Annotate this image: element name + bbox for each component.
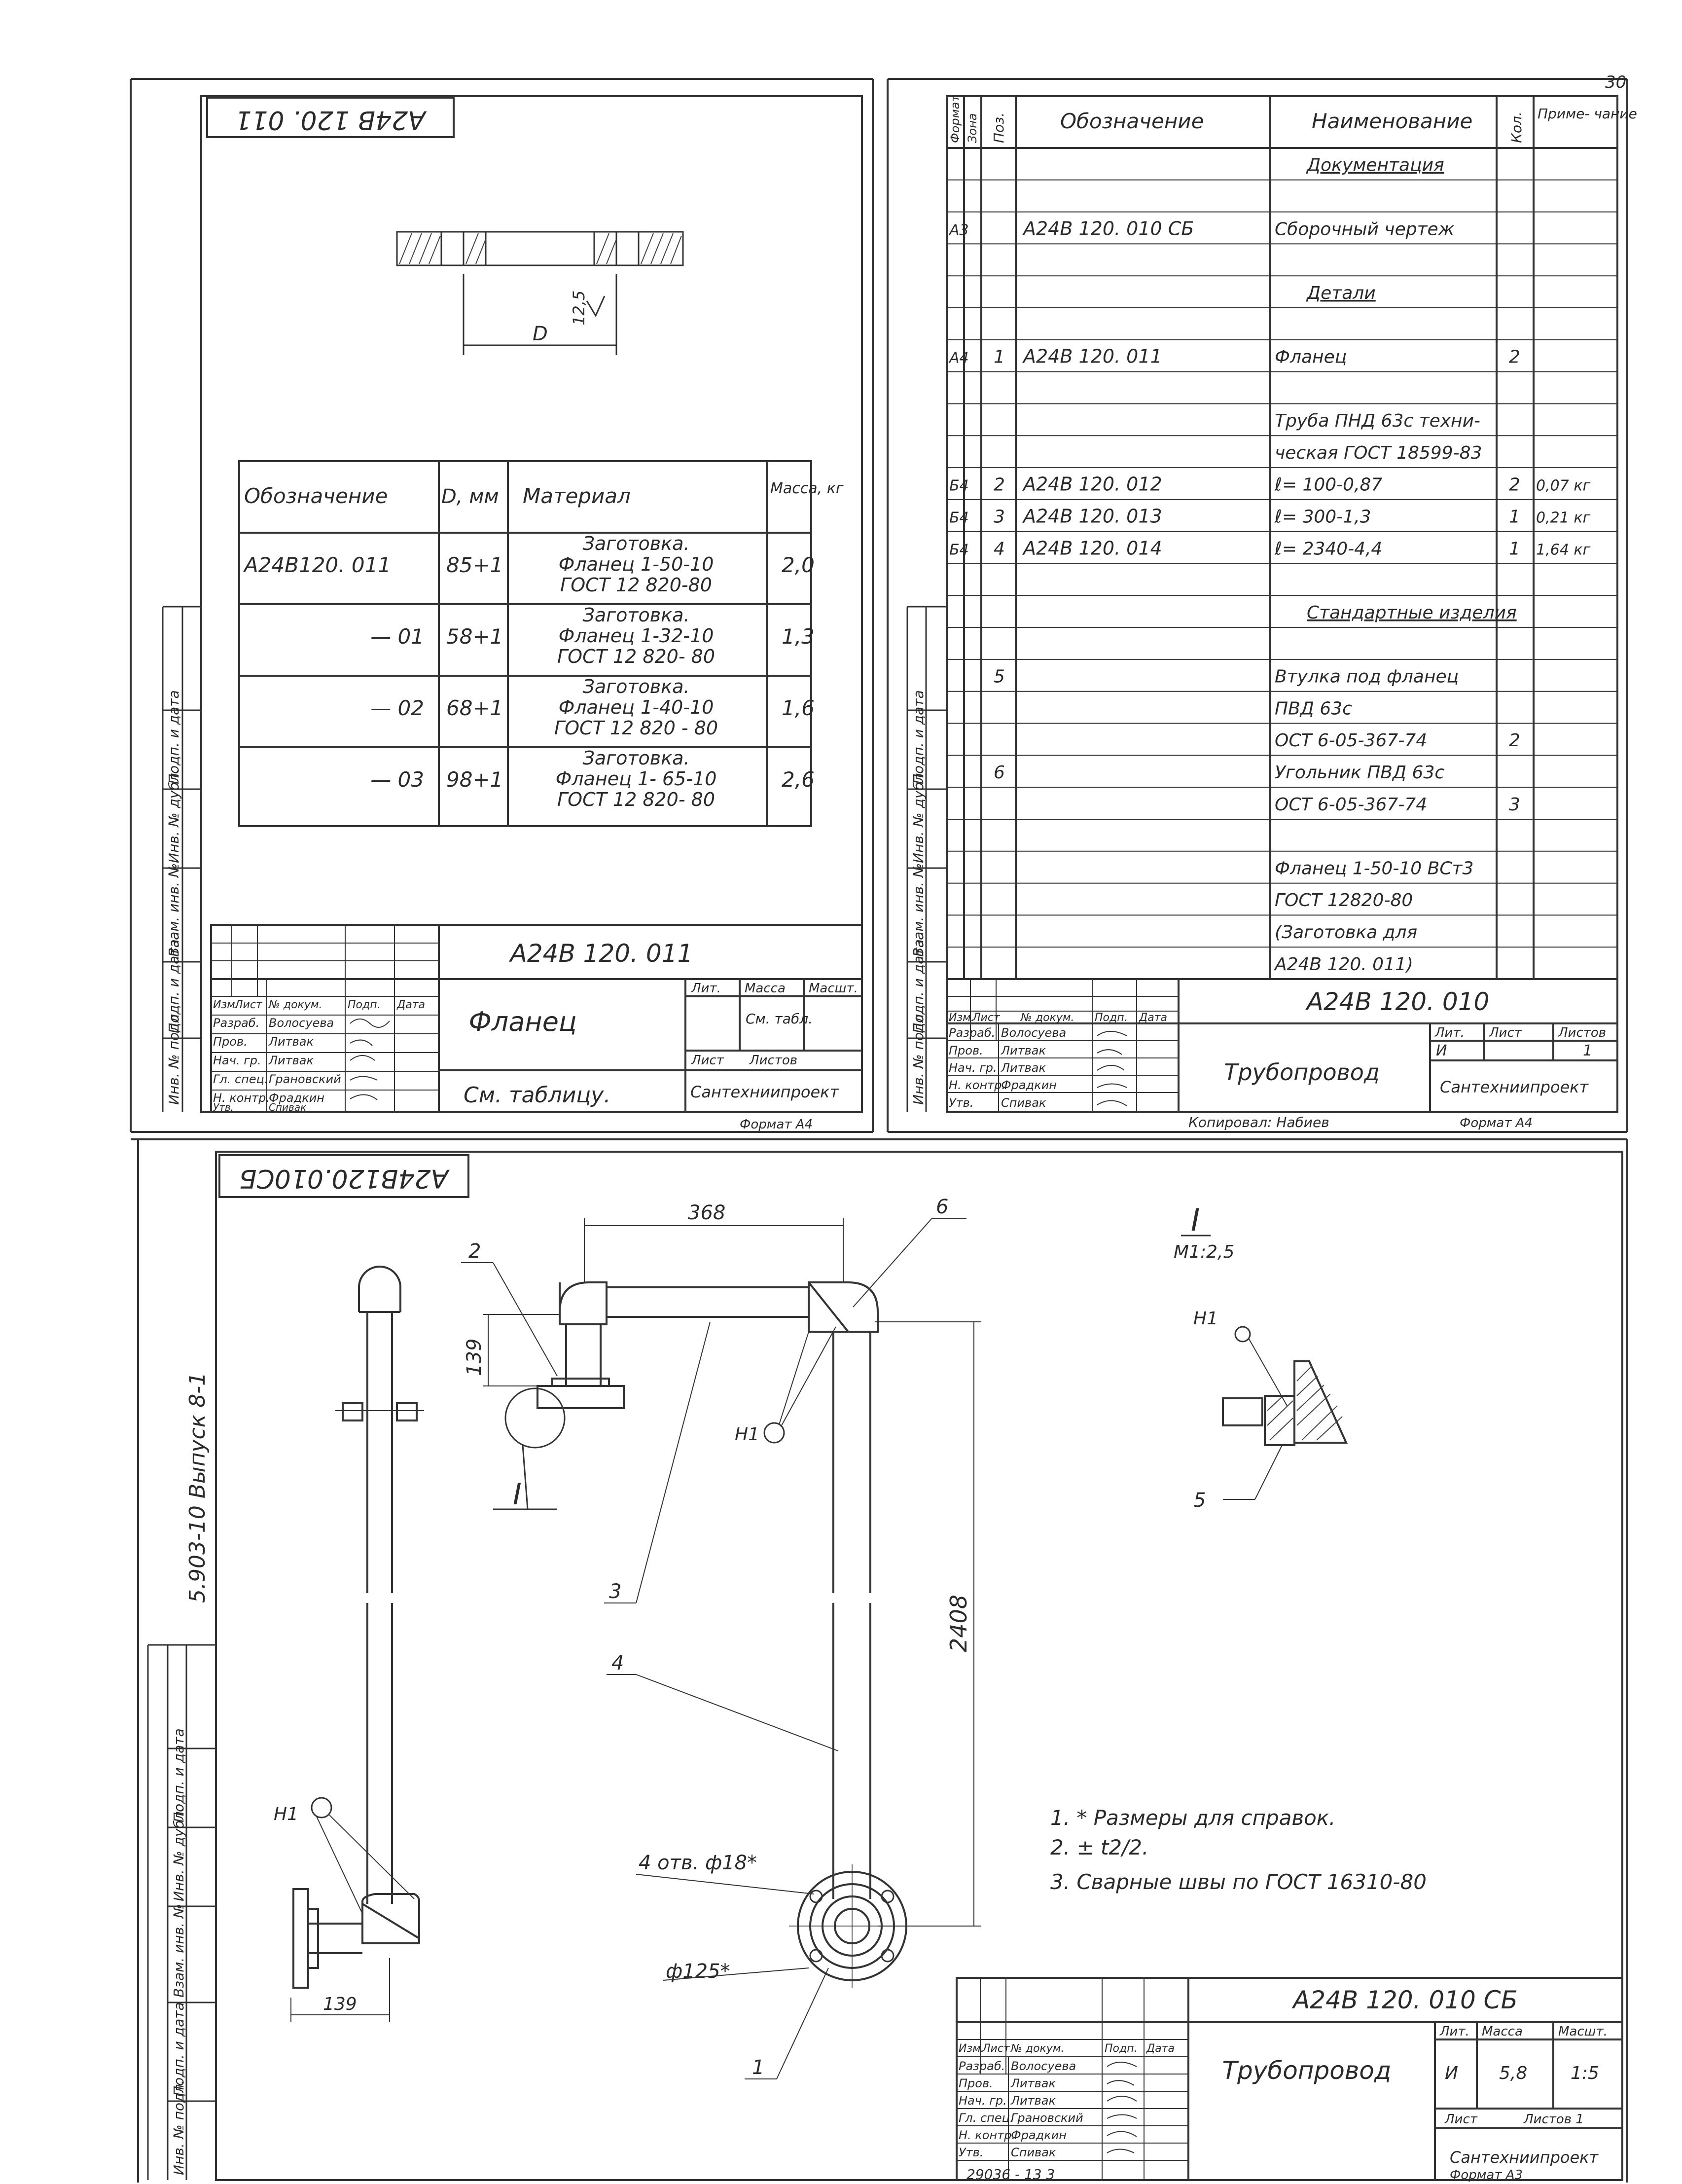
flange-row-d: 85+1 (446, 553, 503, 577)
dim-2408: 2408 (945, 1594, 972, 1652)
tr-stamp-lit-val: И (1436, 1042, 1447, 1059)
spec-cell-designation: А24В 120. 012 (1023, 473, 1162, 495)
stamp-person: Литвак (1001, 1061, 1046, 1075)
stamp-header: Лист (982, 2042, 1010, 2055)
dim-d125: ф125* (666, 1960, 730, 1983)
spec-cell-note: 0,07 кг (1536, 477, 1591, 495)
stamp-person: Волосуева (269, 1016, 334, 1030)
flange-th-d: D, мм (441, 485, 499, 508)
stamp-header: № докум. (1021, 1012, 1074, 1024)
stamp-person: Спивак (1001, 1096, 1046, 1110)
flange-row-material: ГОСТ 12 820- 80 (557, 646, 716, 667)
stamp-role: Разраб. (213, 1016, 260, 1030)
inner-frames (201, 96, 1622, 2180)
technical-notes (1050, 1806, 1427, 1894)
flange-code-rotated: А24В 120. 011 (235, 105, 426, 135)
tl-stamp-listov: Листов (750, 1053, 798, 1068)
stamp-person: Спивак (1011, 2146, 1056, 2159)
tr-stamp-listov: Листов (1558, 1025, 1607, 1040)
flange-row-mass: 1,6 (782, 696, 815, 720)
spec-cell-name: ℓ= 2340-4,4 (1275, 539, 1383, 559)
spec-cell-note: 1,64 кг (1536, 541, 1591, 559)
bottom-side-strip (148, 1645, 216, 2180)
flange-row-mass: 2,0 (782, 553, 815, 577)
bottom-stamp-list: Лист (1445, 2112, 1477, 2127)
detail-circle-i (493, 1388, 565, 1509)
tl-stamp-masht: Масшт. (809, 981, 858, 996)
stamp-person: Фрадкин (1001, 1078, 1057, 1092)
detail-marker-label: I (513, 1477, 522, 1512)
tr-title-block (947, 979, 1617, 1130)
side-label: Взам. инв. № (171, 1903, 187, 1998)
flange-table (239, 461, 844, 826)
flange-dim-d: D (533, 323, 548, 345)
tl-stamp-mass-val: См. табл. (746, 1011, 813, 1027)
flange-th-mass: Масса, кг (770, 480, 844, 497)
stamp-role: Гл. спец. (213, 1072, 268, 1086)
flange-row-material: Заготовка. (582, 533, 690, 554)
stamp-role: Разраб. (949, 1026, 996, 1040)
spec-cell-name: ческая ГОСТ 18599-83 (1275, 442, 1482, 463)
spec-cell-designation: А24В 120. 010 СБ (1023, 218, 1194, 240)
spec-cell-name: Документация (1307, 155, 1444, 176)
spec-th-zone: Зона (966, 113, 979, 143)
flange-row-d: 58+1 (446, 624, 503, 649)
flange-row-mass: 2,6 (782, 767, 815, 792)
stamp-role: Утв. (213, 1101, 234, 1113)
flange-row-d: 98+1 (446, 767, 503, 792)
spec-th-name: Наименование (1312, 109, 1473, 133)
tl-format: Формат А4 (740, 1117, 813, 1132)
spec-cell-designation: А24В 120. 011 (1023, 345, 1162, 367)
stamp-role: Н. контр. (213, 1091, 270, 1105)
spec-th-format: Формат (948, 95, 962, 143)
stamp-header: Подп. (1095, 1012, 1128, 1024)
tr-stamp-list: Лист (1489, 1025, 1522, 1040)
spec-cell-qty: 2 (1509, 730, 1520, 751)
bottom-title-block (957, 1978, 1622, 2183)
spec-cell-name: Фланец (1275, 347, 1347, 367)
stamp-person: Грановский (1011, 2111, 1083, 2125)
stamp-role: Разраб. (959, 2059, 1005, 2073)
spec-cell-qty: 2 (1509, 474, 1520, 495)
stamp-person: Фрадкин (269, 1091, 324, 1105)
side-label: Подп. и дата (166, 939, 182, 1033)
note-line: 1. * Размеры для справок. (1050, 1806, 1336, 1830)
flange-row-material: Фланец 1-32-10 (558, 625, 714, 647)
spec-cell-name: (Заготовка для (1275, 922, 1418, 943)
note-line: 3. Сварные швы по ГОСТ 16310-80 (1050, 1870, 1427, 1894)
spec-cell-pos: 5 (994, 666, 1005, 687)
note-line: 2. ± t2/2. (1050, 1835, 1149, 1859)
detail-view (1174, 1202, 1346, 1512)
side-label: Подп. и дата (166, 690, 182, 784)
spec-cell-name: Стандартные изделия (1307, 602, 1517, 623)
stamp-person: Литвак (269, 1035, 314, 1049)
stamp-role: Пров. (213, 1035, 248, 1049)
bottom-stamp-org: Сантехниипроект (1450, 2148, 1599, 2167)
callout-3: 3 (609, 1580, 622, 1603)
tr-stamp-listov-val: 1 (1583, 1042, 1593, 1059)
detail-title: I (1191, 1202, 1200, 1238)
flange-th-designation: Обозначение (244, 484, 388, 508)
stamp-role: Гл. спец. (959, 2111, 1014, 2125)
bottom-stamp-code: А24В 120. 010 СБ (1293, 1986, 1518, 2014)
flange-row-material: Заготовка. (582, 604, 690, 626)
spec-cell-pos: 2 (994, 474, 1005, 495)
callout-2: 2 (468, 1240, 481, 1263)
tr-stamp-name: Трубопровод (1224, 1059, 1380, 1086)
stamp-person: Литвак (1011, 2076, 1056, 2090)
flange-row-material: ГОСТ 12 820- 80 (557, 789, 716, 810)
sheet-number-text: 30 (1605, 73, 1627, 92)
side-label: Инв. № дубл. (910, 768, 927, 863)
weld-label: Н1 (1193, 1309, 1218, 1329)
spec-cell-name: Втулка под фланец (1275, 666, 1459, 687)
tr-stamp-code: А24В 120. 010 (1306, 987, 1490, 1016)
left-view-pipe (291, 1267, 424, 2022)
flange-row-designation: — 01 (370, 624, 424, 649)
spec-th-note: Приме- чание (1538, 106, 1637, 122)
stamp-role: Нач. гр. (949, 1061, 997, 1075)
stamp-role: Нач. гр. (213, 1054, 261, 1067)
spec-cell-format: Б4 (949, 541, 969, 559)
flange-row-material: ГОСТ 12 820 - 80 (554, 717, 718, 739)
weld-label: Н1 (735, 1424, 759, 1445)
side-label: Подп. и дата (910, 690, 927, 784)
stamp-header: Изм. (959, 2042, 984, 2055)
main-view-pipe (537, 1282, 917, 1988)
assembly-code-rotated: А24В120.010СБ (239, 1164, 449, 1193)
stamp-person: Литвак (269, 1054, 314, 1067)
stamp-header: № докум. (269, 999, 322, 1011)
tl-stamp-org: Сантехниипроект (690, 1083, 839, 1101)
spec-cell-designation: А24В 120. 014 (1023, 537, 1162, 559)
side-label: Инв. № дубл. (166, 768, 182, 863)
stamp-role: Утв. (949, 1096, 974, 1110)
assembly-code-box (219, 1155, 468, 1197)
bottom-format: Формат А3 (1450, 2168, 1523, 2183)
stamp-person: Волосуева (1011, 2059, 1076, 2073)
dim-139-bottom: 139 (323, 1994, 357, 2014)
tl-side-strip (163, 607, 201, 1112)
flange-row-material: Заготовка. (582, 747, 690, 769)
dim-139-top: 139 (463, 1338, 486, 1376)
tr-format: Формат А4 (1460, 1116, 1533, 1130)
stamp-header: № докум. (1011, 2042, 1065, 2055)
bottom-stamp-name: Трубопровод (1222, 2056, 1392, 2085)
stamp-header: Лист (972, 1012, 1000, 1024)
tl-stamp-lit: Лит. (691, 981, 721, 996)
stamp-person: Литвак (1001, 1044, 1046, 1057)
tl-stamp-list: Лист (691, 1053, 724, 1068)
spec-cell-name: Угольник ПВД 63с (1275, 763, 1445, 783)
flange-row-material: Заготовка. (582, 676, 690, 697)
stamp-person: Грановский (269, 1072, 341, 1086)
tl-stamp-name: Фланец (468, 1006, 577, 1037)
side-label: Взам. инв. № (166, 863, 182, 957)
stamp-signatures (1097, 1031, 1127, 1106)
spec-cell-qty: 1 (1509, 539, 1520, 559)
bottom-number: 29036 - 13 3 (966, 2166, 1055, 2183)
bottom-stamp-mass-val: 5,8 (1499, 2063, 1528, 2083)
spec-th-pos: Поз. (991, 112, 1007, 143)
spec-cell-name: Фланец 1-50-10 ВСт3 (1275, 858, 1474, 879)
bottom-stamp-scale-val: 1:5 (1571, 2063, 1599, 2083)
spec-cell-pos: 3 (994, 507, 1005, 527)
detail-scale: М1:2,5 (1174, 1242, 1235, 1262)
side-label: Взам. инв. № (910, 863, 927, 957)
flange-dim-12-5: 12,5 (570, 290, 588, 326)
main-dimensions (483, 1218, 981, 1926)
spec-cell-name: Сборочный чертеж (1275, 219, 1455, 240)
spec-cell-qty: 2 (1509, 347, 1520, 367)
spec-cell-name: ГОСТ 12820-80 (1275, 890, 1413, 911)
spec-cell-name: Труба ПНД 63с техни- (1275, 411, 1480, 432)
flange-row-material: Фланец 1- 65-10 (555, 768, 717, 790)
spec-grid-lines (947, 180, 1617, 947)
spec-cell-qty: 1 (1509, 507, 1520, 527)
tl-stamp-code: А24В 120. 011 (510, 939, 693, 968)
stamp-role: Утв. (959, 2146, 984, 2159)
side-label: Подп. и дата (171, 2002, 187, 2096)
flange-row-material: Фланец 1-40-10 (558, 696, 714, 718)
tl-title-block (211, 925, 862, 1132)
stamp-role: Н. контр. (949, 1078, 1006, 1092)
flange-row-material: ГОСТ 12 820-80 (560, 574, 712, 596)
spec-cell-pos: 6 (994, 763, 1005, 783)
stamp-header: Изм. (949, 1012, 974, 1024)
dim-368: 368 (688, 1201, 726, 1224)
series-label (185, 1372, 210, 1603)
callout-6: 6 (936, 1196, 949, 1218)
stamp-person: Литвак (1011, 2094, 1056, 2108)
stamp-header: Подп. (1105, 2042, 1138, 2055)
spec-cell-name: ПВД 63с (1275, 698, 1352, 719)
spec-cell-name: ℓ= 100-0,87 (1275, 474, 1383, 495)
spec-th-designation: Обозначение (1060, 109, 1204, 133)
spec-cell-pos: 1 (994, 347, 1005, 367)
flange-row-designation: А24В120. 011 (244, 553, 392, 577)
stamp-signatures (350, 1019, 390, 1100)
spec-cell-name: Детали (1307, 283, 1376, 303)
flange-row-d: 68+1 (446, 696, 503, 720)
sheet-number (1605, 73, 1626, 92)
flange-row-designation: — 03 (370, 767, 424, 792)
side-label: Инв. № подл. (166, 1009, 182, 1105)
bottom-stamp-lit: Лит. (1440, 2024, 1469, 2039)
stamp-header: Подп. (348, 999, 381, 1011)
spec-cell-name: ℓ= 300-1,3 (1275, 507, 1371, 527)
flange-row-mass: 1,3 (782, 624, 815, 649)
stamp-header: Изм. (213, 999, 239, 1011)
flange-code-box (207, 98, 454, 137)
stamp-role: Н. контр. (959, 2128, 1016, 2142)
series-text: 5.903-10 Выпуск 8-1 (185, 1372, 210, 1603)
tr-copied: Копировал: Набиев (1188, 1114, 1329, 1130)
tl-stamp-massa: Масса (745, 981, 786, 996)
callout-4: 4 (611, 1652, 624, 1674)
tr-stamp-lit: Лит. (1435, 1025, 1465, 1040)
spec-cell-format: А3 (949, 221, 969, 239)
side-label: Инв. № подл. (910, 1009, 927, 1105)
callout-5: 5 (1193, 1489, 1206, 1512)
stamp-header: Дата (397, 999, 425, 1011)
spec-cell-pos: 4 (994, 539, 1005, 559)
stamp-person: Спивак (269, 1101, 307, 1113)
sheet-frames (131, 79, 1627, 2183)
spec-cell-qty: 3 (1509, 794, 1520, 815)
stamp-person: Волосуева (1001, 1026, 1067, 1040)
flange-row-material: Фланец 1-50-10 (558, 553, 714, 575)
side-label: Подп. и дата (171, 1728, 187, 1822)
spec-cell-name: А24В 120. 011) (1275, 954, 1413, 975)
stamp-role: Нач. гр. (959, 2094, 1007, 2108)
tr-side-strip (907, 607, 947, 1112)
weld-label: Н1 (274, 1804, 298, 1824)
side-label: Инв. № подл. (171, 2079, 187, 2175)
bottom-stamp-lit-val: И (1445, 2063, 1458, 2083)
spec-th-qty: Кол. (1508, 111, 1525, 143)
bottom-stamp-massa: Масса (1482, 2024, 1523, 2039)
flange-row-designation: — 02 (370, 696, 424, 720)
stamp-signatures (1107, 2062, 1137, 2153)
stamp-role: Пров. (949, 1044, 983, 1057)
spec-cell-name: ОСТ 6-05-367-74 (1275, 730, 1428, 751)
spec-cell-note: 0,21 кг (1536, 509, 1591, 527)
stamp-person: Фрадкин (1011, 2128, 1067, 2142)
tr-stamp-org: Сантехниипроект (1440, 1078, 1589, 1096)
bottom-stamp-masht: Масшт. (1558, 2024, 1608, 2039)
stamp-header: Лист (235, 999, 262, 1011)
holes-leader (636, 1874, 814, 1894)
flange-section-drawing (397, 232, 683, 355)
bottom-stamp-listov: Листов 1 (1524, 2112, 1584, 2127)
spec-table (947, 95, 1637, 979)
dim-holes: 4 отв. ф18* (639, 1852, 757, 1874)
flange-th-material: Материал (523, 484, 631, 508)
spec-cell-format: Б4 (949, 477, 969, 495)
stamp-role: Пров. (959, 2076, 993, 2090)
spec-cell-format: Б4 (949, 509, 969, 527)
tl-stamp-material: См. таблицу. (464, 1083, 611, 1108)
spec-cell-designation: А24В 120. 013 (1023, 505, 1162, 527)
side-label: Инв. № дубл. (171, 1807, 187, 1901)
spec-cell-name: ОСТ 6-05-367-74 (1275, 794, 1428, 815)
stamp-header: Дата (1139, 1012, 1167, 1024)
side-label: Подп. и дата (910, 939, 927, 1033)
spec-cell-format: А4 (949, 349, 969, 367)
callout-1: 1 (752, 2056, 765, 2079)
stamp-header: Дата (1146, 2042, 1175, 2055)
